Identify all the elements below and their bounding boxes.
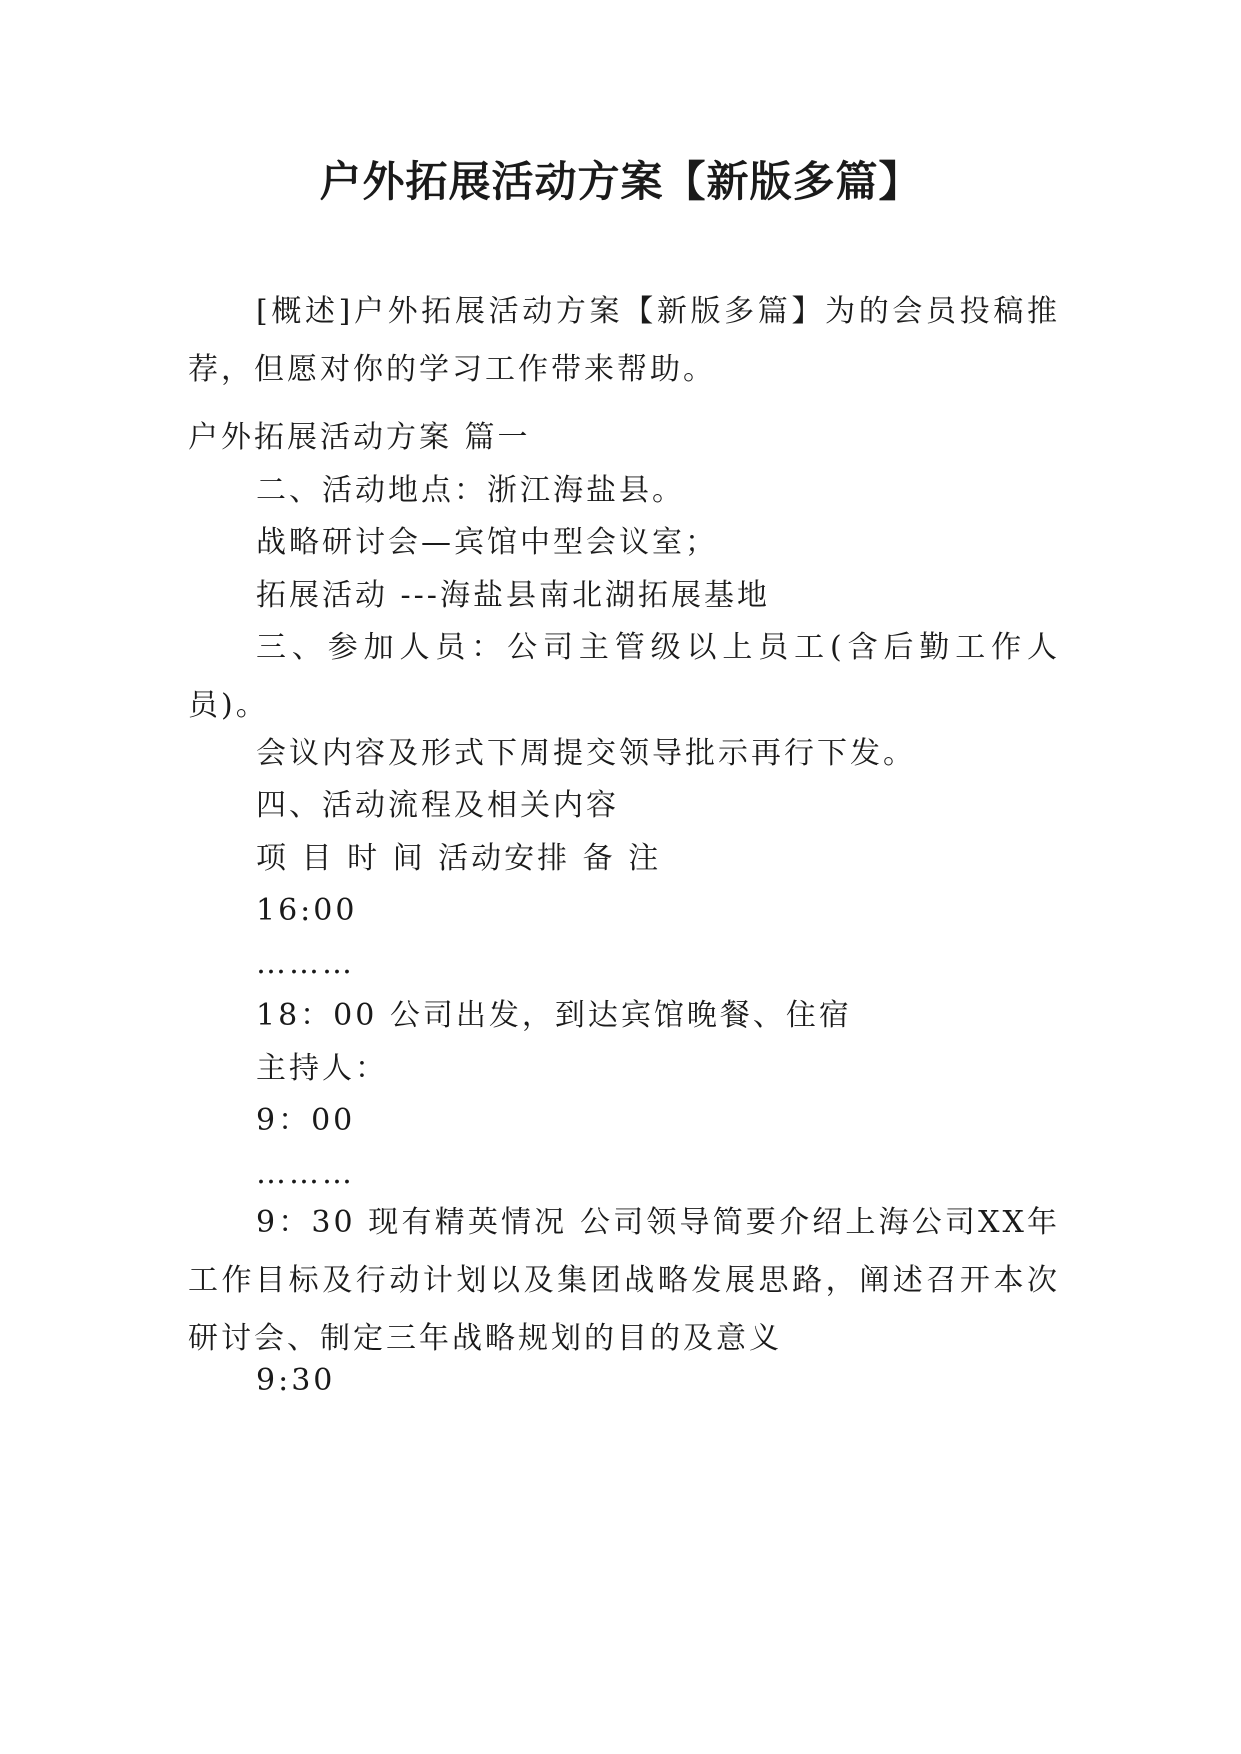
process-heading: 四、活动流程及相关内容 [256,788,619,823]
schedule-time-line: 9：00 [256,1103,356,1138]
schedule-time-line: 16:00 [256,893,358,928]
ellipsis-line: ……… [256,946,355,981]
document-title: 户外拓展活动方案【新版多篇】 [319,157,922,206]
summary-paragraph: [概述]户外拓展活动方案【新版多篇】为的会员投稿推荐，但愿对你的学习工作带来帮助。 [188,294,1060,387]
outdoor-venue-line: 拓展活动 ---海盐县南北湖拓展基地 [256,578,770,613]
section-heading: 户外拓展活动方案 篇一 [188,420,531,455]
schedule-time-line: 9:30 [256,1363,336,1398]
ellipsis-line: ……… [256,1156,355,1191]
meeting-content-line: 会议内容及形式下周提交领导批示再行下发。 [256,736,916,771]
agenda-item-paragraph: 9：30 现有精英情况 公司领导简要介绍上海公司XX年工作目标及行动计划以及集团战略发展思路，阐述召开本次研讨会、制定三年战略规划的目的及意义 [188,1205,1060,1356]
participants-paragraph: 三、参加人员：公司主管级以上员工(含后勤工作人员)。 [188,630,1060,723]
host-line: 主持人： [256,1051,388,1086]
location-line: 二、活动地点：浙江海盐县。 [256,473,685,508]
seminar-venue-line: 战略研讨会—宾馆中型会议室； [256,525,718,560]
schedule-header-line: 项 目 时 间 活动安排 备 注 [256,841,662,876]
schedule-departure-line: 18：00 公司出发，到达宾馆晚餐、住宿 [256,998,852,1033]
